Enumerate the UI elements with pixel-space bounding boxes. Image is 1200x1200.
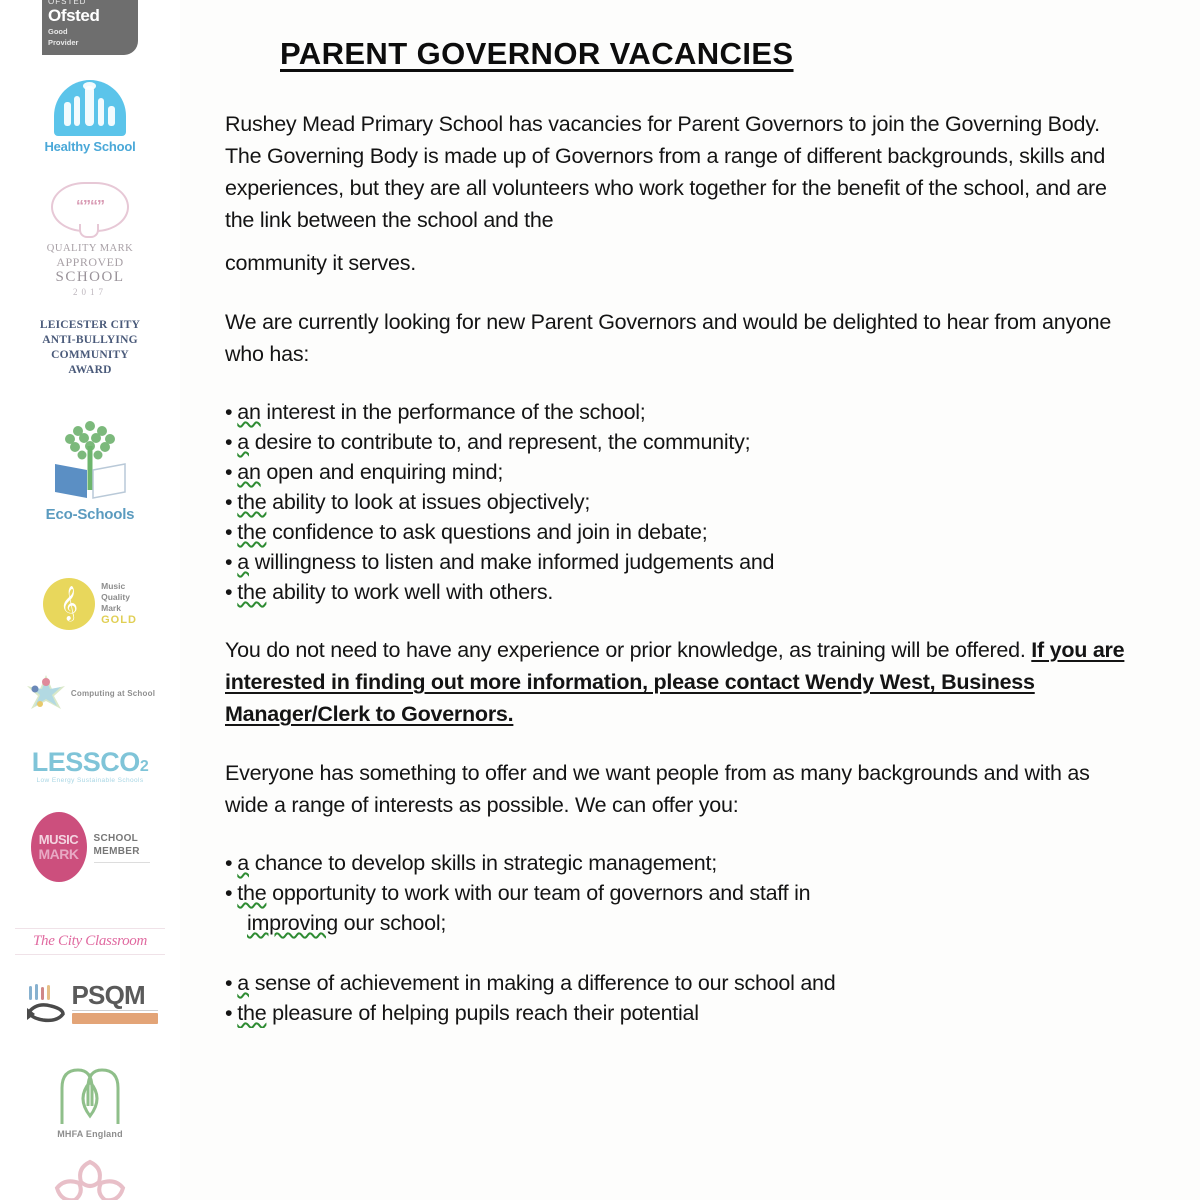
lessco2-subscript: 2	[139, 758, 149, 775]
quality-mark-quotes: “”“”	[76, 198, 104, 215]
mhfa-loop-icon	[52, 1064, 128, 1126]
spellcheck-word: the	[237, 1001, 267, 1025]
no-experience-plain-text: You do not need to have any experience or prior knowledge, as training will be offered.	[225, 638, 1032, 662]
flower-petal-icon	[47, 1152, 133, 1200]
psqm-wordmark: PSQM	[71, 980, 145, 1010]
ofsted-top-text: OFSTED	[48, 0, 87, 6]
ofsted-rating-line1: Good	[48, 27, 68, 36]
spellcheck-word: improving	[247, 911, 338, 935]
anti-bullying-line2: ANTI-BULLYING	[42, 334, 138, 346]
quality-mark-year: 2017	[73, 287, 107, 297]
list-item-text: sense of achievement in making a difference to our school and	[249, 971, 836, 995]
mqm-line2: Quality	[101, 592, 130, 602]
logo-quality-mark	[0, 182, 180, 298]
bullet-marker-icon: •	[225, 851, 233, 875]
logo-ofsted	[0, 0, 180, 55]
list-item-text: ability to look at issues objectively;	[266, 490, 591, 514]
quality-mark-speech-bubble-icon	[51, 182, 129, 232]
music-mark-side-line2: MEMBER	[93, 845, 140, 857]
lessco2-wordmark: LESSCO	[31, 747, 140, 777]
logo-flower-award	[0, 1152, 180, 1200]
music-mark-side-line1: SCHOOL	[93, 832, 139, 844]
paragraph-no-experience	[225, 634, 1130, 730]
paragraph-intro: Rushey Mead Primary School has vacancies for Parent Governors to join the Governing Body. The Governing Body is made up of Governors from a range of different backgrounds, skills and experiences, but they are all volunteers who work together for the benefit of the school, and are the link between the school and the	[225, 112, 1107, 232]
music-quality-mark-treble-clef-icon: 𝄞	[43, 578, 95, 630]
psqm-fish-icon	[23, 982, 69, 1028]
list-item-continuation	[225, 908, 1130, 938]
ofsted-rating-line2: Provider	[48, 38, 79, 47]
list-spacer	[225, 938, 1130, 968]
requirements-list	[225, 397, 1130, 607]
logo-lessco2	[0, 748, 180, 785]
bullet-marker-icon: •	[225, 550, 233, 574]
list-item-text: chance to develop skills in strategic management;	[249, 851, 717, 875]
logo-eco-schools	[0, 418, 180, 523]
list-item	[225, 848, 1130, 878]
bullet-marker-icon: •	[225, 580, 233, 604]
logo-mhfa-england	[0, 1064, 180, 1139]
anti-bullying-line4: AWARD	[68, 364, 112, 376]
logo-music-quality-mark	[0, 578, 180, 630]
computing-at-school-label: Computing at School	[70, 688, 156, 698]
music-mark-rule	[94, 862, 150, 863]
quality-mark-line3: SCHOOL	[55, 269, 125, 285]
contact-emphasis-text: If you are interested in finding out more information, please contact Wendy West, Business Manager/Clerk to Governors.	[225, 638, 1125, 726]
spellcheck-word: the	[237, 520, 267, 544]
psqm-award-bar	[72, 1013, 158, 1024]
bullet-marker-icon: •	[225, 971, 233, 995]
ofsted-badge	[42, 0, 138, 55]
logo-city-classroom	[0, 928, 180, 955]
music-mark-line1: MUSIC	[38, 832, 79, 847]
document-body	[180, 0, 1200, 1200]
bullet-marker-icon: •	[225, 881, 233, 905]
spellcheck-word: an	[237, 460, 261, 484]
eco-schools-label: Eco-Schools	[45, 506, 135, 523]
list-item	[225, 427, 1130, 457]
spellcheck-word: a	[237, 971, 249, 995]
mhfa-label: MHFA England	[57, 1129, 123, 1139]
spellcheck-word: a	[237, 430, 249, 454]
anti-bullying-line1: LEICESTER CITY	[39, 319, 141, 331]
list-item	[225, 547, 1130, 577]
bullet-marker-icon: •	[225, 490, 233, 514]
list-item-text: opportunity to work with our team of governors and staff in	[266, 881, 811, 905]
healthy-school-label: Healthy School	[44, 139, 136, 154]
list-item-text: interest in the performance of the school;	[260, 400, 646, 424]
spellcheck-word: the	[237, 490, 267, 514]
list-item	[225, 878, 1130, 908]
spellcheck-word: an	[237, 400, 261, 424]
city-classroom-label: The City Classroom	[32, 933, 148, 949]
healthy-school-dome-icon	[54, 80, 126, 136]
bullet-marker-icon: •	[225, 1001, 233, 1025]
music-mark-line2: MARK	[38, 846, 79, 862]
spellcheck-word: a	[237, 550, 249, 574]
list-item-text: willingness to listen and make informed judgements and	[249, 550, 775, 574]
list-item-text: confidence to ask questions and join in debate;	[266, 520, 708, 544]
list-item	[225, 517, 1130, 547]
ofsted-wordmark: Ofsted	[48, 6, 100, 25]
bullet-marker-icon: •	[225, 430, 233, 454]
offers-list	[225, 848, 1130, 1028]
mqm-line3: Mark	[101, 603, 121, 613]
paragraph-looking: We are currently looking for new Parent Governors and would be delighted to hear from anyone who has:	[225, 310, 1112, 366]
music-mark-oval-badge	[31, 812, 87, 882]
spellcheck-word: the	[237, 881, 267, 905]
psqm-divider	[72, 1010, 158, 1011]
list-item	[225, 397, 1130, 427]
page-title: PARENT GOVERNOR VACANCIES	[280, 36, 794, 71]
quality-mark-line2: APPROVED	[56, 255, 124, 269]
list-item	[225, 457, 1130, 487]
spellcheck-word: a	[237, 851, 249, 875]
list-item	[225, 487, 1130, 517]
list-item	[225, 577, 1130, 607]
list-item	[225, 968, 1130, 998]
paragraph-intro-tail: community it serves.	[225, 251, 416, 275]
list-item	[225, 998, 1130, 1028]
mqm-line1: Music	[101, 581, 126, 591]
logo-healthy-school	[0, 80, 180, 154]
list-item-text: open and enquiring mind;	[260, 460, 504, 484]
logo-psqm	[0, 982, 180, 1028]
bullet-marker-icon: •	[225, 460, 233, 484]
bullet-marker-icon: •	[225, 520, 233, 544]
computing-at-school-star-icon	[25, 672, 67, 714]
list-item-text: our school;	[337, 911, 447, 935]
awards-sidebar	[0, 0, 180, 1200]
eco-schools-tree-book-icon	[47, 418, 133, 504]
spellcheck-word: the	[237, 580, 267, 604]
mqm-level: GOLD	[101, 614, 137, 626]
list-item-text: ability to work well with others.	[266, 580, 554, 604]
list-item-text: desire to contribute to, and represent, the community;	[249, 430, 751, 454]
bullet-marker-icon: •	[225, 400, 233, 424]
logo-computing-at-school	[0, 672, 180, 714]
anti-bullying-line3: COMMUNITY	[51, 349, 129, 361]
logo-music-mark	[0, 812, 180, 882]
lessco2-tagline: Low Energy Sustainable Schools	[36, 777, 144, 784]
paragraph-everyone: Everyone has something to offer and we want people from as many backgrounds and with as wide a range of interests as possible. We can offer you:	[225, 761, 1090, 817]
list-item-text: pleasure of helping pupils reach their potential	[266, 1001, 699, 1025]
quality-mark-line1: QUALITY MARK	[46, 243, 134, 254]
logo-anti-bullying	[0, 318, 180, 378]
